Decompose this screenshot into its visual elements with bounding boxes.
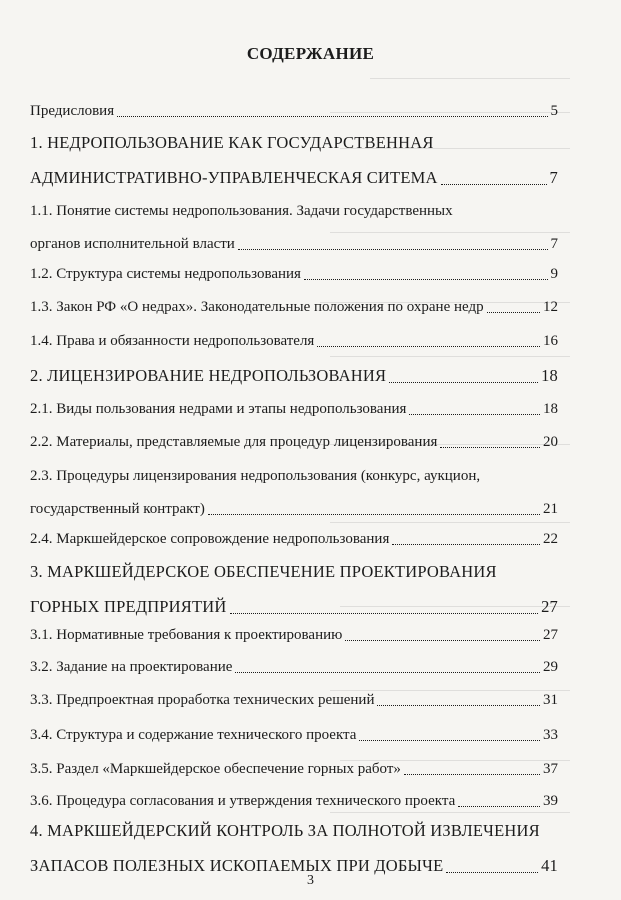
toc-page-number: 27 [543, 627, 558, 643]
toc-entry-chapter-1[interactable] [30, 133, 558, 188]
leader-dots [238, 247, 548, 250]
leader-dots [409, 412, 540, 415]
toc-entry-section-3-4[interactable] [30, 726, 558, 744]
toc-entry-section-2-1[interactable] [30, 400, 558, 418]
toc-entry-section-1-3[interactable] [30, 298, 558, 316]
toc-page-number: 37 [543, 761, 558, 777]
toc-entry-text: 3.1. Нормативные требования к проектированию [30, 627, 343, 643]
leader-dots [208, 512, 540, 515]
toc-page-number: 22 [543, 531, 558, 547]
toc-entry-text: ГОРНЫХ ПРЕДПРИЯТИЙ [30, 597, 227, 616]
leader-dots [487, 310, 540, 313]
leader-dots [440, 445, 540, 448]
leader-dots [117, 114, 547, 117]
toc-entry-text: 3.3. Предпроектная проработка технических решений [30, 692, 375, 708]
toc-entry-chapter-2[interactable] [30, 366, 558, 386]
toc-entry-chapter-4[interactable] [30, 821, 558, 876]
leader-dots [392, 542, 540, 545]
toc-entry-text: 3.4. Структура и содержание технического проекта [30, 727, 357, 743]
toc-entry-section-2-2[interactable] [30, 433, 558, 451]
toc-page-number: 39 [543, 793, 558, 809]
toc-entry-text: 3.5. Раздел «Маркшейдерское обеспечение горных работ» [30, 761, 401, 777]
toc-entry-text: 1. НЕДРОПОЛЬЗОВАНИЕ КАК ГОСУДАРСТВЕННАЯ [30, 133, 434, 152]
toc-entry-text: государственный контракт) [30, 501, 205, 517]
toc-entry-text: 3.6. Процедура согласования и утверждения технического проекта [30, 793, 456, 809]
leader-dots [317, 344, 540, 347]
leader-dots [404, 772, 540, 775]
toc-entry-text: органов исполнительной власти [30, 236, 235, 252]
toc-page-number: 18 [543, 401, 558, 417]
toc-entry-text: 3.2. Задание на проектирование [30, 659, 233, 675]
leader-dots [441, 182, 547, 185]
leader-dots [359, 738, 540, 741]
toc-entry-text: 1.4. Права и обязанности недропользователя [30, 333, 315, 349]
toc-entry-section-3-3[interactable] [30, 691, 558, 709]
toc-entry-text: 2.3. Процедуры лицензирования недропользования (конкурс, аукцион, [30, 468, 481, 484]
toc-page-number: 12 [543, 299, 558, 315]
toc-entry-section-3-5[interactable] [30, 760, 558, 778]
page-number: 3 [307, 873, 314, 888]
toc-entry-section-1-1[interactable] [30, 202, 558, 253]
toc-entry-text: 4. МАРКШЕЙДЕРСКИЙ КОНТРОЛЬ ЗА ПОЛНОТОЙ ИЗВЛЕЧЕНИЯ [30, 821, 540, 840]
toc-page-number: 31 [543, 692, 558, 708]
toc-entry-section-2-3[interactable] [30, 467, 558, 518]
toc-entry-text: ЗАПАСОВ ПОЛЕЗНЫХ ИСКОПАЕМЫХ ПРИ ДОБЫЧЕ [30, 856, 444, 875]
toc-page-number: 18 [541, 366, 558, 385]
toc-entry-section-1-4[interactable] [30, 332, 558, 350]
leader-dots [304, 277, 548, 280]
toc-page-number: 29 [543, 659, 558, 675]
toc-entry-text: 1.1. Понятие системы недропользования. Задачи государственных [30, 203, 453, 219]
toc-page-number: 20 [543, 434, 558, 450]
toc-entry-section-1-2[interactable] [30, 265, 558, 283]
leader-dots [389, 380, 538, 383]
toc-page-number: 27 [541, 597, 558, 616]
page-title: СОДЕРЖАНИЕ [246, 44, 375, 63]
toc-page-number: 33 [543, 727, 558, 743]
toc-entry-text: 1.2. Структура системы недропользования [30, 266, 301, 282]
toc-page-number: 21 [543, 501, 558, 517]
toc-page-number: 7 [550, 236, 558, 252]
toc-entry-text: 1.3. Закон РФ «О недрах». Законодательные положения по охране недр [30, 299, 484, 315]
toc-entry-section-3-1[interactable] [30, 626, 558, 644]
toc-entry-text: Предисловия [30, 103, 115, 119]
toc-page-number: 41 [541, 856, 558, 875]
toc-entry-text: 2. ЛИЦЕНЗИРОВАНИЕ НЕДРОПОЛЬЗОВАНИЯ [30, 366, 387, 385]
toc-page-number: 9 [550, 266, 558, 282]
toc-page-number: 5 [550, 103, 558, 119]
toc-entry-text: 3. МАРКШЕЙДЕРСКОЕ ОБЕСПЕЧЕНИЕ ПРОЕКТИРОВАНИЯ [30, 562, 497, 581]
toc-entry-section-3-6[interactable] [30, 792, 558, 810]
toc-page-number: 16 [543, 333, 558, 349]
toc-entry-chapter-3[interactable] [30, 562, 558, 617]
toc-entry-section-2-4[interactable] [30, 530, 558, 548]
toc-entry-text: 2.1. Виды пользования недрами и этапы недропользования [30, 401, 407, 417]
toc-entry-section-3-2[interactable] [30, 658, 558, 676]
leader-dots [235, 670, 540, 673]
leader-dots [458, 804, 540, 807]
toc-entry-text: 2.4. Маркшейдерское сопровождение недропользования [30, 531, 390, 547]
leader-dots [230, 611, 539, 614]
toc-page-number: 7 [549, 168, 558, 187]
toc-entry-text: АДМИНИСТРАТИВНО-УПРАВЛЕНЧЕСКАЯ СИТЕМА [30, 168, 438, 187]
toc-entry-text: 2.2. Материалы, представляемые для процедур лицензирования [30, 434, 438, 450]
toc-entry-preface[interactable] [30, 102, 558, 120]
leader-dots [377, 703, 540, 706]
leader-dots [345, 638, 540, 641]
